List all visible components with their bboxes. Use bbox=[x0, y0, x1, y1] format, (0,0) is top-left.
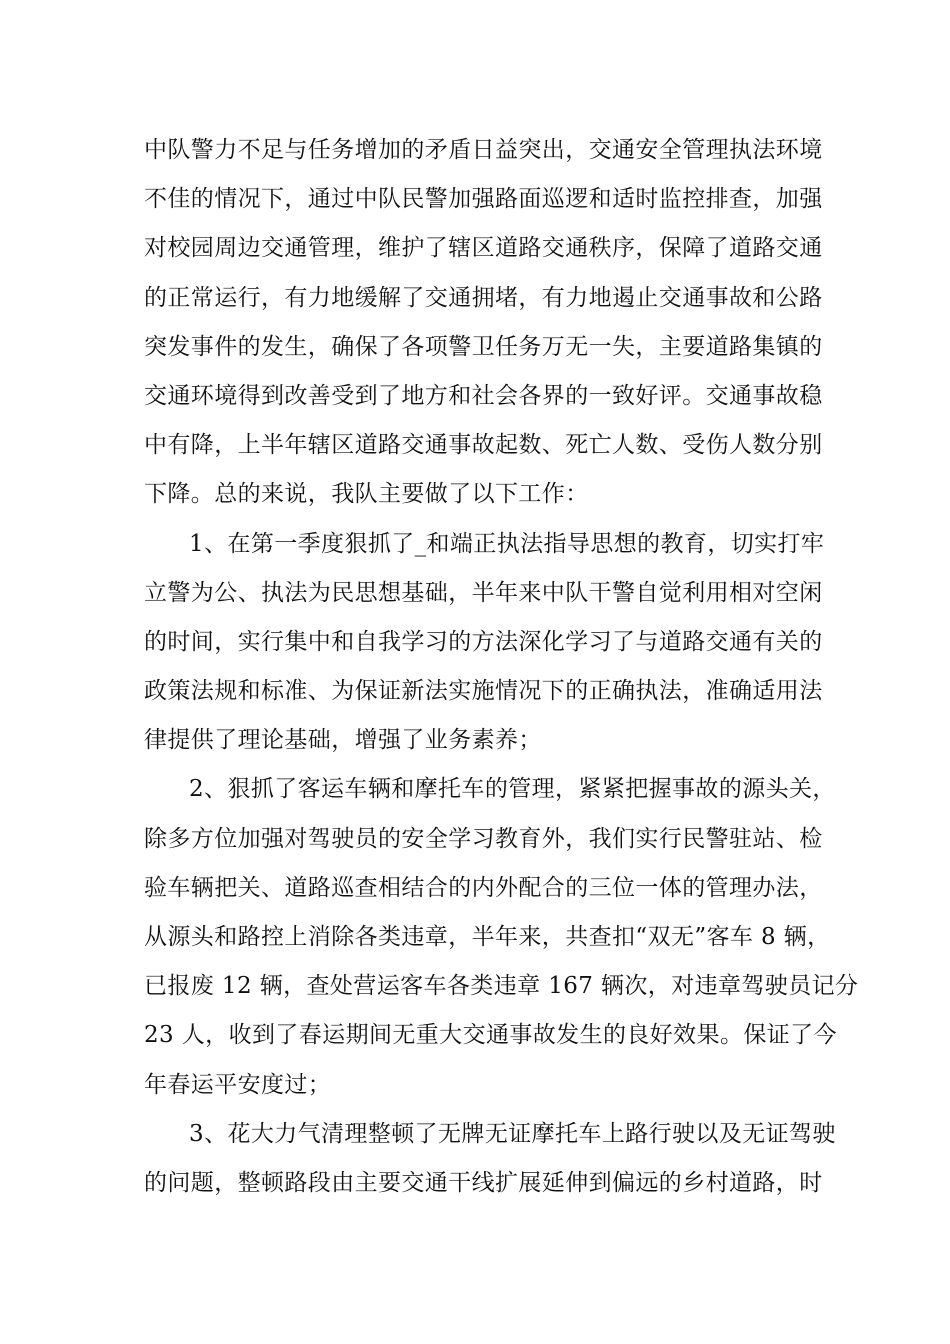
text-line: 交通环境得到改善受到了地方和社会各界的一致好评。交通事故稳 bbox=[144, 382, 823, 409]
text-line: 验车辆把关、道路巡查相结合的内外配合的三位一体的管理办法， bbox=[144, 874, 823, 901]
text-line: 政策法规和标准、为保证新法实施情况下的正确执法，准确适用法 bbox=[144, 678, 823, 705]
text-line: 下降。总的来说，我队主要做了以下工作： bbox=[144, 481, 589, 508]
text-line: 不佳的情况下，通过中队民警加强路面巡逻和适时监控排查，加强 bbox=[144, 186, 823, 213]
text-line: 对校园周边交通管理，维护了辖区道路交通秩序，保障了道路交通 bbox=[144, 235, 823, 262]
text-line: 的问题，整顿路段由主要交通干线扩展延伸到偏远的乡村道路，时 bbox=[144, 1169, 823, 1196]
text-line: 从源头和路控上消除各类违章，半年来，共查扣“双无”客车 8 辆， bbox=[144, 924, 831, 950]
paragraph-2-start: 2、狠抓了客运车辆和摩托车的管理，紧紧把握事故的源头关， bbox=[189, 776, 836, 803]
text-line: 立警为公、执法为民思想基础，半年来中队干警自觉利用相对空闲 bbox=[144, 579, 823, 606]
text-line: 年春运平安度过； bbox=[144, 1071, 332, 1098]
text-line: 除多方位加强对驾驶员的安全学习教育外，我们实行民警驻站、检 bbox=[144, 825, 823, 852]
paragraph-1-start: 1、在第一季度狠抓了_和端正执法指导思想的教育，切实打牢 bbox=[189, 530, 825, 557]
text-line: 的正常运行，有力地缓解了交通拥堵，有力地遏止交通事故和公路 bbox=[144, 284, 823, 311]
body-text bbox=[144, 126, 859, 1208]
text-line: 中有降，上半年辖区道路交通事故起数、死亡人数、受伤人数分别 bbox=[144, 432, 823, 459]
paragraph-3-start: 3、花大力气清理整顿了无牌无证摩托车上路行驶以及无证驾驶 bbox=[189, 1120, 836, 1147]
text-line: 的时间，实行集中和自我学习的方法深化学习了与道路交通有关的 bbox=[144, 628, 823, 655]
text-line: 23 人，收到了春运期间无重大交通事故发生的良好效果。保证了今 bbox=[144, 1022, 837, 1049]
text-line: 突发事件的发生，确保了各项警卫任务万无一失，主要道路集镇的 bbox=[144, 333, 823, 360]
text-line: 已报废 12 辆，查处营运客车各类违章 167 辆次，对违章驾驶员记分 bbox=[144, 973, 859, 1000]
text-line: 律提供了理论基础，增强了业务素养； bbox=[144, 727, 542, 754]
text-line: 中队警力不足与任务增加的矛盾日益突出，交通安全管理执法环境 bbox=[144, 137, 823, 163]
